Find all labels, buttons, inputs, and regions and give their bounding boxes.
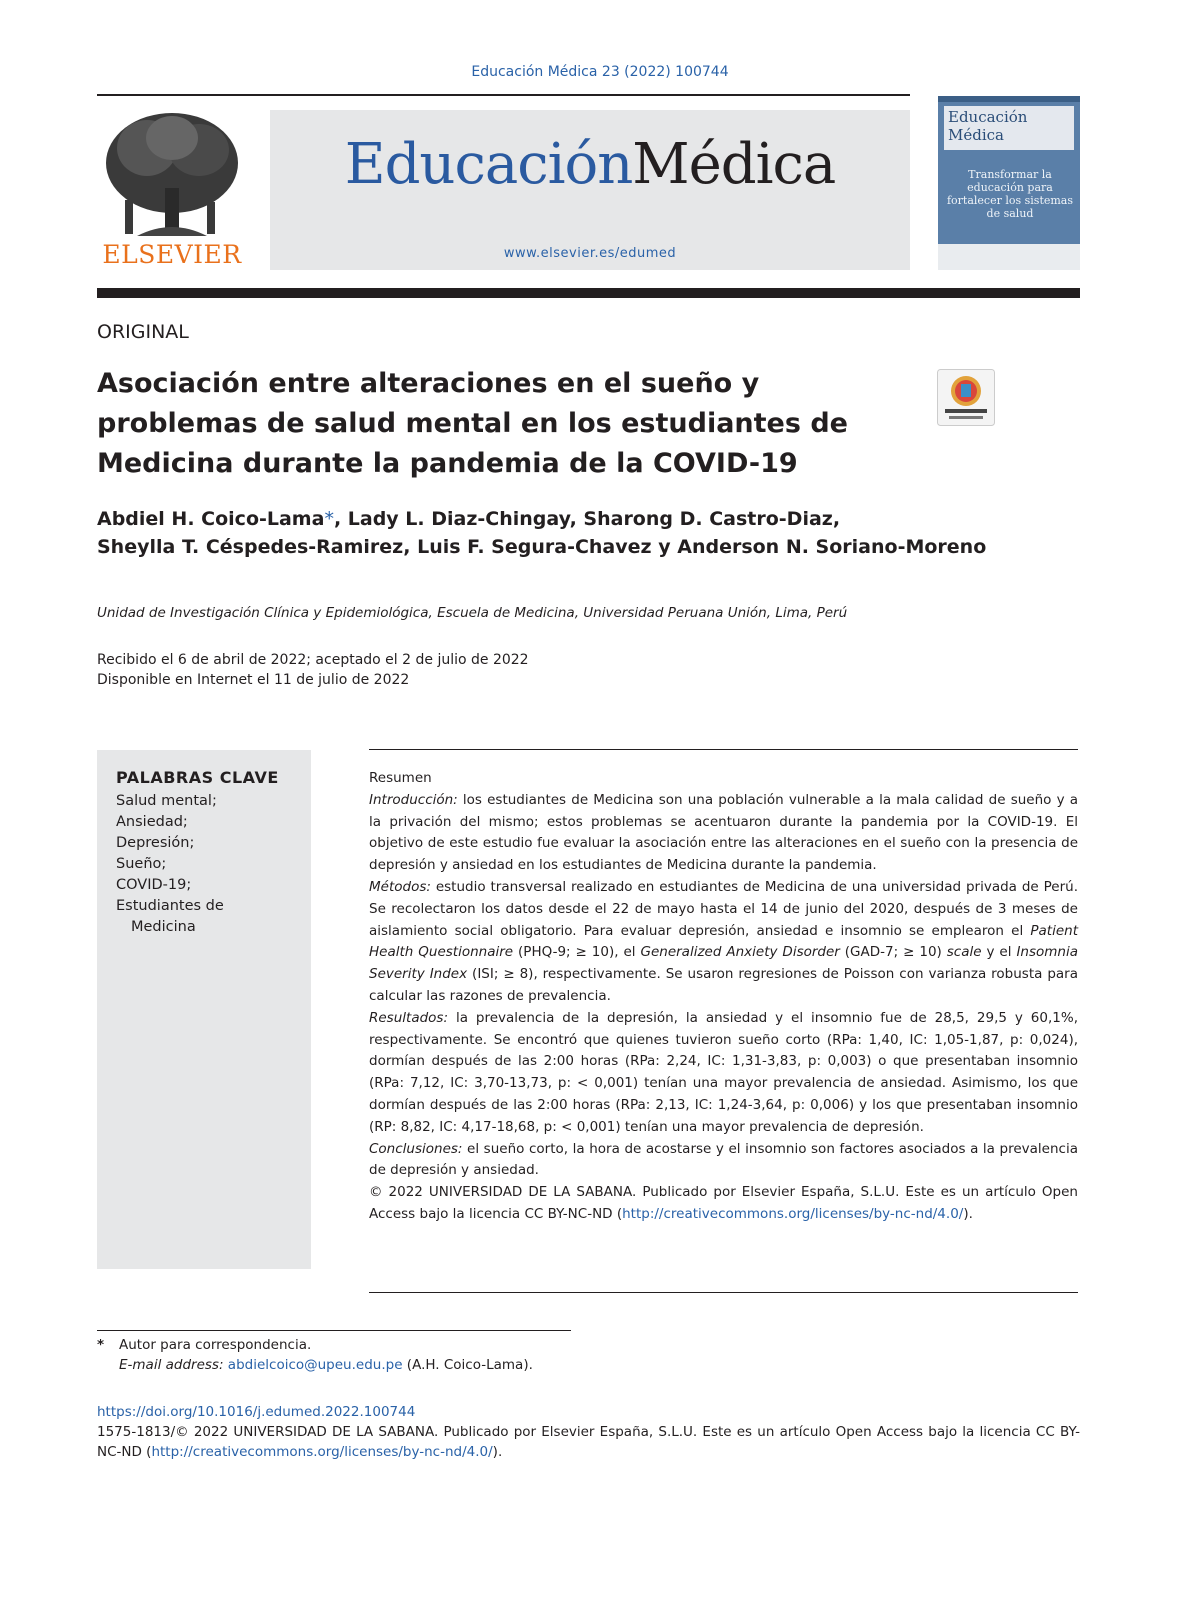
- abstract-methods: Métodos: estudio transversal realizado en estudiantes de Medicina de una universidad privada de Perú. Se recolectaron los datos desde el 22 de mayo hasta el 14 de junio del 2020, después de 3 meses de aislamiento social obligatorio. Para evaluar depresión, ansiedad e insomnio se emplearon el Patient Health Questionnaire (PHQ-9; ≥ 10), el Generalized Anxiety Disorder (GAD-7; ≥ 10) scale y el Insomnia Severity Index (ISI; ≥ 8), respectivamente. Se usaron regresiones de Poisson con varianza robusta para calcular las razones de prevalencia.: [369, 878, 1078, 1004]
- journal-url[interactable]: www.elsevier.es/edumed: [503, 246, 677, 261]
- keyword: Sueño;: [116, 856, 167, 872]
- keyword: Estudiantes de: [116, 898, 224, 914]
- footnote: [97, 1335, 697, 1375]
- doi-link[interactable]: https://doi.org/10.1016/j.edumed.2022.100744: [97, 1404, 416, 1420]
- issn-license: 1575-1813/© 2022 UNIVERSIDAD DE LA SABANA. Publicado por Elsevier España, S.L.U. Este es un artículo Open Access bajo la licencia CC BY-NC-ND (http://creativecommons.org/licenses/by-nc-nd/4.0/).: [97, 1424, 1080, 1460]
- abstract-introduction: Introducción: los estudiantes de Medicina son una población vulnerable a la mala calidad de sueño y a la privación del mismo; estos problemas se acentuaron durante la pandemia por la COVID-19. El objetivo de este estudio fue evaluar la asociación entre las alteraciones en el sueño con la presencia de depresión y ansiedad en los estudiantes de Medicina durante la pandemia.: [369, 791, 1078, 874]
- author-name: Sheylla T. Céspedes-Ramirez: [97, 536, 404, 558]
- cover-heading: Transformar la educación para fortalecer los sistemas de salud: [946, 168, 1074, 220]
- journal-masthead: [270, 110, 910, 270]
- journal-title-part2: Médica: [632, 132, 836, 197]
- abstract-results: Resultados: la prevalencia de la depresión, la ansiedad y el insomnio fue de 28,5, 29,5 y 60,1%, respectivamente. Se encontró que quienes tuvieron sueño corto (RPa: 1,40, IC: 1,05-1,87, p: 0,024), dormían después de las 2:00 horas (RPa: 2,24, IC: 1,31-3,83, p: 0,003) o que presentaban insomnio (RPa: 7,12, IC: 3,70-13,73, p: < 0,001) tenían una mayor prevalencia de ansiedad. Asimismo, los que dormían después de las 2:00 horas (RPa: 2,13, IC: 1,24-3,64, p: 0,006) y los que presentaban insomnio (RP: 8,82, IC: 4,17-18,68, p: < 0,001) tenían una mayor prevalencia de depresión.: [369, 1009, 1078, 1135]
- received-date: Recibido el 6 de abril de 2022; aceptado el 2 de julio de 2022: [97, 652, 529, 668]
- journal-cover[interactable]: [938, 96, 1080, 270]
- cover-footer: [938, 244, 1080, 270]
- footnote-rule: [97, 1330, 571, 1331]
- journal-title-part1: Educación: [344, 132, 633, 197]
- article-dates: [97, 650, 797, 690]
- journal-title: [270, 132, 910, 197]
- abstract-heading: Resumen: [369, 770, 432, 786]
- email-note: E-mail address: abdielcoico@upeu.edu.pe (A.H. Coico-Lama).: [119, 1357, 533, 1373]
- publisher-name: ELSEVIER: [102, 240, 242, 269]
- header-rule: [97, 94, 910, 96]
- keyword: Ansiedad;: [116, 814, 188, 830]
- author-list: Abdiel H. Coico-Lama*, Lady L. Diaz-Chingay, Sharong D. Castro-Diaz, Sheylla T. Céspedes-Ramirez, Luis F. Segura-Chavez y Anderson N. Soriano-Moreno: [97, 508, 987, 558]
- cover-title-line1: Educación: [948, 108, 1028, 126]
- abstract-rule-top: [369, 749, 1078, 750]
- abstract-copyright: © 2022 UNIVERSIDAD DE LA SABANA. Publicado por Elsevier España, S.L.U. Este es un artículo Open Access bajo la licencia CC BY-NC-ND (http://creativecommons.org/licenses/by-nc-nd/4.0/).: [369, 1184, 1078, 1222]
- keywords-box: [97, 750, 311, 1269]
- author-name: Sharong D. Castro-Diaz: [583, 508, 833, 530]
- footer-license-link[interactable]: http://creativecommons.org/licenses/by-nc-nd/4.0/: [151, 1444, 493, 1460]
- abstract-rule-bottom: [369, 1292, 1078, 1293]
- keyword: Depresión;: [116, 835, 195, 851]
- cover-band: [938, 96, 1080, 102]
- author-name: Lady L. Diaz-Chingay: [347, 508, 570, 530]
- check-for-updates-icon[interactable]: [937, 369, 995, 426]
- author-name: Abdiel H. Coico-Lama: [97, 508, 325, 530]
- corresponding-author-mark[interactable]: *: [324, 508, 334, 530]
- author-name: Anderson N. Soriano-Moreno: [677, 536, 987, 558]
- keyword: Medicina: [131, 919, 196, 935]
- cover-title-box: [944, 106, 1074, 150]
- online-date: Disponible en Internet el 11 de julio de 2022: [97, 672, 410, 688]
- article-title: Asociación entre alteraciones en el sueño y problemas de salud mental en los estudiantes de Medicina durante la pandemia de la COVID-19: [97, 368, 848, 479]
- cover-title-line2: Médica: [948, 126, 1004, 144]
- email-link[interactable]: abdielcoico@upeu.edu.pe: [227, 1357, 403, 1373]
- section-label: ORIGINAL: [97, 321, 189, 343]
- author-name: Luis F. Segura-Chavez: [417, 536, 652, 558]
- abstract-conclusions: Conclusiones: el sueño corto, la hora de acostarse y el insomnio son factores asociados a la prevalencia de depresión y ansiedad.: [369, 1140, 1078, 1179]
- author-conjunction: y: [658, 536, 671, 558]
- keyword: COVID-19;: [116, 877, 192, 893]
- license-link[interactable]: http://creativecommons.org/licenses/by-nc-nd/4.0/: [622, 1205, 964, 1222]
- running-head[interactable]: Educación Médica 23 (2022) 100744: [471, 64, 729, 80]
- masthead-rule: [97, 288, 1080, 298]
- correspondence-note: * Autor para correspondencia.: [97, 1337, 312, 1353]
- abstract: [369, 768, 1078, 1226]
- article-footer: [97, 1402, 1080, 1462]
- keywords-title: PALABRAS CLAVE: [116, 768, 279, 787]
- affiliation: Unidad de Investigación Clínica y Epidemiológica, Escuela de Medicina, Universidad Peruana Unión, Lima, Perú: [97, 605, 848, 621]
- keyword: Salud mental;: [116, 793, 217, 809]
